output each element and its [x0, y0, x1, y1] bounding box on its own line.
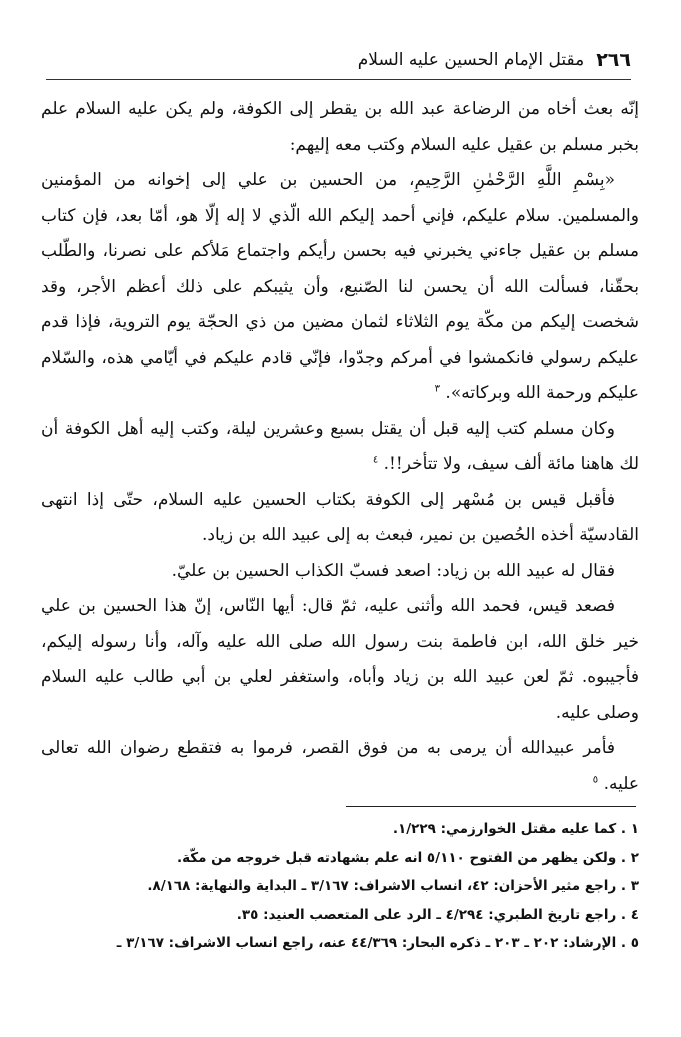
footnote-4: ٤ . راجع تاريخ الطبري: ٤/٢٩٤ ـ الرد على المتعصب العنيد: ٣٥. — [236, 906, 639, 923]
paragraph-text: فأمر عبيدالله أن يرمى به من فوق القصر، فرموا به فتقطع رضوان الله تعالى عليه. — [41, 738, 639, 794]
paragraph-text: فصعد قيس، فحمد الله وأثنى عليه، ثمّ قال: أيها النّاس، إنّ هذا الحسين بن علي خير خلق الله، ابن فاطمة بنت رسول الله صلى الله عليه وآله، وأنا رسوله إليكم، فأجيبوه. ثمّ لعن عبيد الله بن زياد وأباه، واستغفر لعلي بن أبي طالب عليه السلام وصلى عليه. — [41, 596, 639, 723]
paragraph-3 — [41, 412, 639, 483]
paragraph-4 — [41, 483, 639, 554]
paragraph-text: وكان مسلم كتب إليه قبل أن يقتل بسبع وعشرين ليلة، وكتب إليه أهل الكوفة أن لك هاهنا مائة ألف سيف، ولا تتأخر!!. — [41, 418, 639, 474]
footnote-ref-4: ٤ — [372, 454, 379, 466]
page-number: ٢٦٦ — [596, 49, 631, 71]
paragraph-1 — [41, 92, 639, 163]
running-header — [46, 44, 631, 76]
paragraph-5 — [41, 554, 639, 590]
main-text — [41, 92, 639, 802]
footnote-5: ٥ . الإرشاد: ٢٠٢ ـ ٢٠٣ ـ ذكره البحار: ٤٤/٣٦٩ عنه، راجع انساب الاشراف: ٣/١٦٧ ـ — [116, 935, 639, 951]
paragraph-text: «بِسْمِ اللَّهِ الرَّحْمٰنِ الرَّحِيمِ، من الحسين بن علي إلى إخوانه من المؤمنين والمسلمين. سلام عليكم، فإني أحمد إليكم الله الّذي لا إله إلّا هو، أمّا بعد، فإن كتاب مسلم بن عقيل جاءني يخبرني فيه بحسن رأيكم واجتماع مَلأكم على نصرنا، والطّلب بحقّنا، فسألت الله أن يحسن لنا الصّنيع، وأن يثيبكم على ذلك أعظم الأجر، وقد شخصت إليكم من مكّة يوم الثلاثاء لثمان مضين من ذي الحجّة يوم التروية، فإذا قدم عليكم رسولي فانكمشوا في أمركم وجدّوا، فإنّي قادم عليكم في أيّامي هذه، والسّلام عليكم ورحمة الله وبركاته». — [41, 170, 639, 403]
paragraph-text: فقال له عبيد الله بن زياد: اصعد فسبّ الكذاب الحسين بن عليّ. — [171, 560, 615, 581]
header-rule — [46, 79, 631, 80]
running-title: مقتل الإمام الحسين عليه السلام — [357, 50, 585, 70]
paragraph-text: فأقبل قيس بن مُسْهر إلى الكوفة بكتاب الحسين عليه السلام، حتّى إذا انتهى القادسيّة أخذه الحُصين بن نمير، فبعث به إلى عبيد الله بن زياد. — [41, 489, 639, 545]
footnote-ref-5: ٥ — [592, 773, 599, 785]
footnote-3: ٣ . راجع مثير الأحزان: ٤٢، انساب الاشراف: ٣/١٦٧ ـ البداية والنهاية: ٨/١٦٨. — [147, 878, 639, 894]
footnote-separator — [346, 806, 636, 807]
footnote-2: ٢ . ولكن يظهر من الفتوح ٥/١١٠ انه علم بشهادته قبل خروجه من مكّة. — [176, 849, 639, 866]
footnote-1: ١ . كما عليه مقتل الخوارزمي: ١/٢٢٩. — [392, 821, 639, 837]
paragraph-letter — [41, 163, 639, 412]
paragraph-text: إنّه بعث أخاه من الرضاعة عبد الله بن يقطر إلى الكوفة، ولم يكن عليه السلام علم بخبر مسلم بن عقيل عليه السلام وكتب معه إليهم: — [41, 99, 639, 155]
footnote-ref-3: ٣ — [434, 383, 441, 395]
footnotes — [41, 815, 639, 958]
paragraph-7 — [41, 731, 639, 802]
paragraph-6 — [41, 589, 639, 731]
